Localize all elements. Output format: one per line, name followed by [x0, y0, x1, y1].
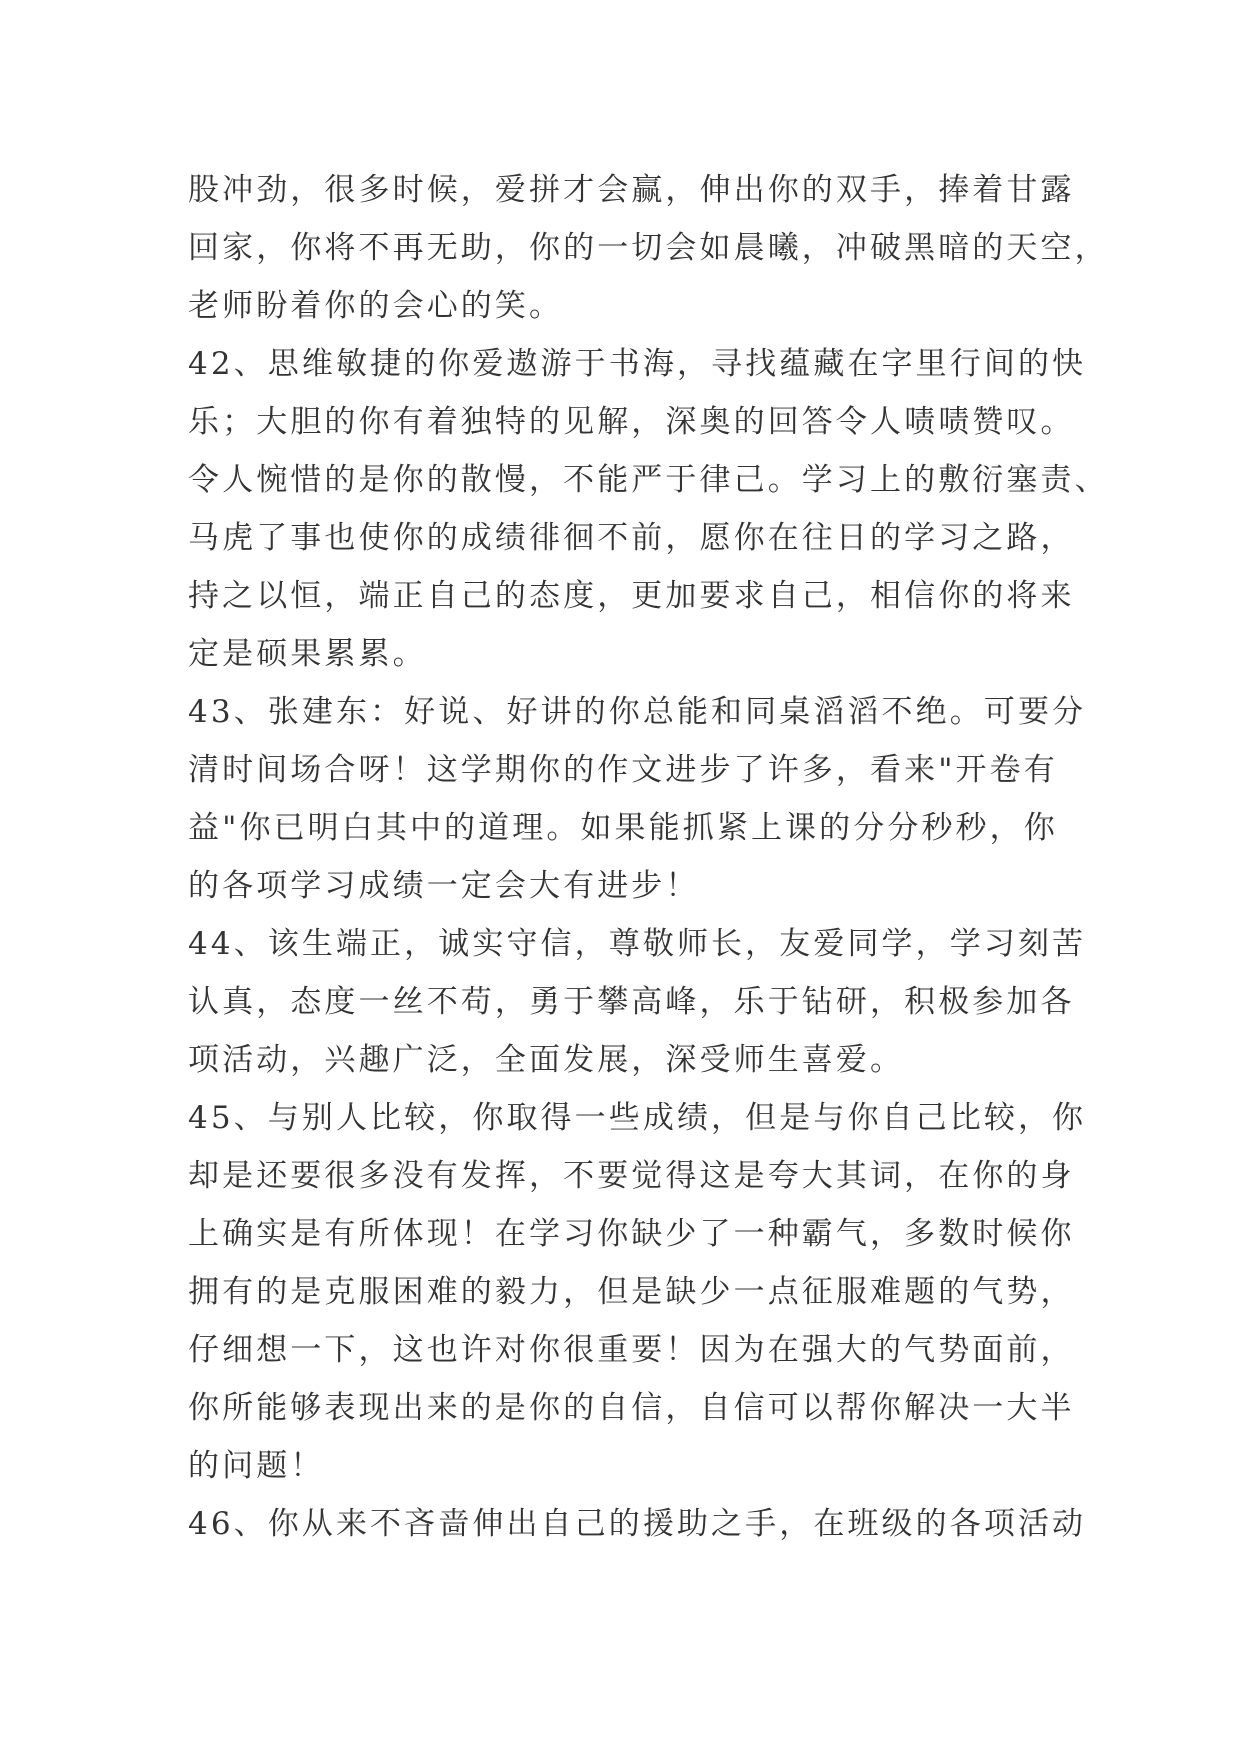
text-line: 认真，态度一丝不苟，勇于攀高峰，乐于钻研，积极参加各 — [188, 984, 1075, 1020]
text-line: 上确实是有所体现！在学习你缺少了一种霸气，多数时候你 — [188, 1216, 1075, 1252]
text-line: 乐；大胆的你有着独特的见解，深奥的回答令人啧啧赞叹。 — [188, 404, 1075, 440]
text-line: 老师盼着你的会心的笑。 — [188, 288, 564, 324]
document-body — [188, 161, 1109, 1553]
text-line: 清时间场合呀！这学期你的作文进步了许多，看来"开卷有 — [188, 752, 1058, 788]
text-line: 仔细想一下，这也许对你很重要！因为在强大的气势面前， — [188, 1332, 1075, 1368]
text-line: 回家，你将不再无助，你的一切会如晨曦，冲破黑暗的天空， — [188, 230, 1109, 266]
text-line: 43、张建东：好说、好讲的你总能和同桌滔滔不绝。可要分 — [188, 694, 1087, 730]
text-line: 的各项学习成绩一定会大有进步！ — [188, 868, 700, 904]
text-line: 拥有的是克服困难的毅力，但是缺少一点征服难题的气势， — [188, 1274, 1075, 1310]
text-line: 定是硕果累累。 — [188, 636, 427, 672]
text-line: 马虎了事也使你的成绩徘徊不前，愿你在往日的学习之路， — [188, 520, 1075, 556]
text-line: 令人惋惜的是你的散慢，不能严于律己。学习上的敷衍塞责、 — [188, 462, 1109, 498]
text-line: 项活动，兴趣广泛，全面发展，深受师生喜爱。 — [188, 1042, 905, 1078]
text-line: 却是还要很多没有发挥，不要觉得这是夸大其词，在你的身 — [188, 1158, 1075, 1194]
text-line: 持之以恒，端正自己的态度，更加要求自己，相信你的将来 — [188, 578, 1075, 614]
text-line: 44、该生端正，诚实守信，尊敬师长，友爱同学，学习刻苦 — [188, 926, 1087, 962]
text-line: 46、你从来不吝啬伸出自己的援助之手，在班级的各项活动 — [188, 1506, 1087, 1542]
text-line: 45、与别人比较，你取得一些成绩，但是与你自己比较，你 — [188, 1100, 1087, 1136]
text-line: 股冲劲，很多时候，爱拼才会赢，伸出你的双手，捧着甘露 — [188, 172, 1075, 208]
text-line: 你所能够表现出来的是你的自信，自信可以帮你解决一大半 — [188, 1390, 1075, 1426]
text-line: 的问题！ — [188, 1448, 325, 1484]
text-line: 42、思维敏捷的你爱遨游于书海，寻找蕴藏在字里行间的快 — [188, 346, 1087, 382]
text-line: 益"你已明白其中的道理。如果能抓紧上课的分分秒秒，你 — [188, 810, 1058, 846]
